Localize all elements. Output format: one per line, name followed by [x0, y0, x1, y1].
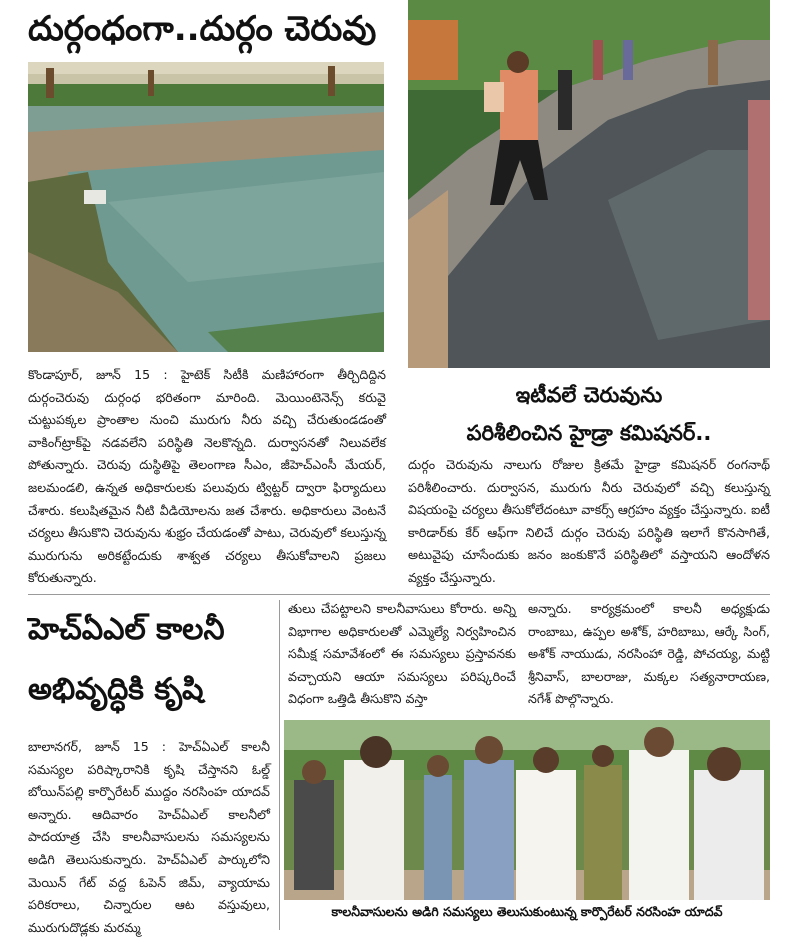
story2-body: దుర్గం చెరువును నాలుగు రోజుల క్రితమే హైడ్రా కమిషనర్ రంగనాథ్ పరిశీలించారు. దుర్వాసన, మురుగు నీరు చెరువులో వచ్చి కలుస్తున్న విషయంపై చర్యలు తీసుకోలేదంటూ వాకర్స్ ఆగ్రహం వ్యక్తం చేస్తున్నారు. ఐటీ కారిడార్‌కు కేర్ ఆఫ్‌గా నిలిచే దుర్గం చెరువు పరిస్థితి ఇలాగే కొనసాగితే, అటువైపు చూసేందుకు జనం జంకుకొనే పరిస్థితిలో వస్తాయని ఆందోళన వ్యక్తం చేస్తున్నారు.	[408, 457, 770, 585]
headline-durgam-cheruvu: దుర్గంధంగా..దుర్గం చెరువు	[28, 9, 377, 49]
story2-headline-line2: పరిశీలించిన హైడ్రా కమిషనర్..	[466, 421, 712, 445]
story3-headline-line2: అభివృద్ధికి కృషి	[28, 672, 204, 707]
lake-photo	[28, 62, 384, 352]
story1-body: కొండాపూర్, జూన్ 15 : హైటెక్ సిటీకి మణిహారంగా తీర్చిదిద్దిన దుర్గంచెరువు దుర్గంధ భరితంగా మారింది. మెయింటెనెన్స్ కరువై చుట్టుపక్కల ప్రాంతాల నుంచి మురుగు నీరు వచ్చి చేరుతుండడంతో వాకింగ్‌ట్రాక్‌పై నడవలేని పరిస్థితి నెలకొన్నది. దుర్వాసనతో నిలువలేక పోతున్నారు. చెరువు దుస్థితిపై తెలంగాణ సీఎం, జీహెచ్ఎంసీ మేయర్, జలమండలి, ఉన్నత అధికారులకు పలువురు ట్విట్టర్ ద్వారా ఫిర్యాదులు చేశారు. కలుషితమైన నీటి వీడియోలను జత చేశారు. అధికారులు వెంటనే చర్యలు తీసుకొని చెరువును శుభ్రం చేయడంతో పాటు, చెరువులో కలుస్తున్న మురుగును అరికట్టేందుకు శాశ్వత చర్యలు తీసుకోవాలని ప్రజలు కోరుతున్నారు.	[28, 367, 386, 586]
column-divider-1	[279, 600, 280, 930]
story3-column2: తులు చేపట్టాలని కాలనీవాసులు కోరారు. అన్ని విభాగాల అధికారులతో ఎమ్మెల్యే నిర్వహించిన సమీక్ష సమావేశంలో ఈ సమస్యలు ప్రస్తావనకు వచ్చాయని ఆయా సమస్యలు పరిష్కరించే విధంగా ఒత్తిడి తీసుకొని వస్తా	[288, 601, 516, 707]
walking-track-photo	[408, 0, 770, 368]
photo-caption: కాలనీవాసులను అడిగి సమస్యలు తెలుసుకుంటున్న కార్పొరేటర్ నరసింహ యాదవ్	[331, 904, 723, 919]
story2-headline-line1: ఇటీవలే చెరువును	[515, 383, 663, 407]
story3-column3: అన్నారు. కార్యక్రమంలో కాలనీ అధ్యక్షుడు రాంబాబు, ఉప్పల అశోక్, హరిబాబు, ఆర్కే సింగ్, అశోక్ నాయుడు, నరసింహా రెడ్డి, పోచయ్య, మట్టి శ్రీనివాస్, బాలరాజు, మక్కల సత్యనారాయణ, నగేశ్ పొల్గొన్నారు.	[528, 601, 770, 707]
story3-column1: బాలానగర్, జూన్ 15 : హెచ్ఏఎల్ కాలనీ సమస్యల పరిష్కారానికి కృషి చేస్తానని ఓల్డ్ బోయిన్‌పల్లి కార్పొరేటర్ ముద్దం నరసింహ యాదవ్ అన్నారు. ఆదివారం హెచ్ఏఎల్ కాలనీలో పాదయాత్ర చేసి కాలనీవాసులను సమస్యలను అడిగి తెలుసుకున్నారు. హెచ్ఏఎల్ పార్కులోని మెయిన్ గేట్ వద్ద ఓపెన్ జిమ్, వ్యాయామ పరికరాలు, చిన్నారుల ఆట వస్తువులు, మురుగుదొడ్లకు మరమ్మ	[28, 739, 270, 935]
corporator-visit-photo	[284, 720, 770, 900]
story3-headline-line1: హెచ్ఏఎల్ కాలనీ	[28, 612, 225, 647]
section-divider	[28, 594, 770, 595]
